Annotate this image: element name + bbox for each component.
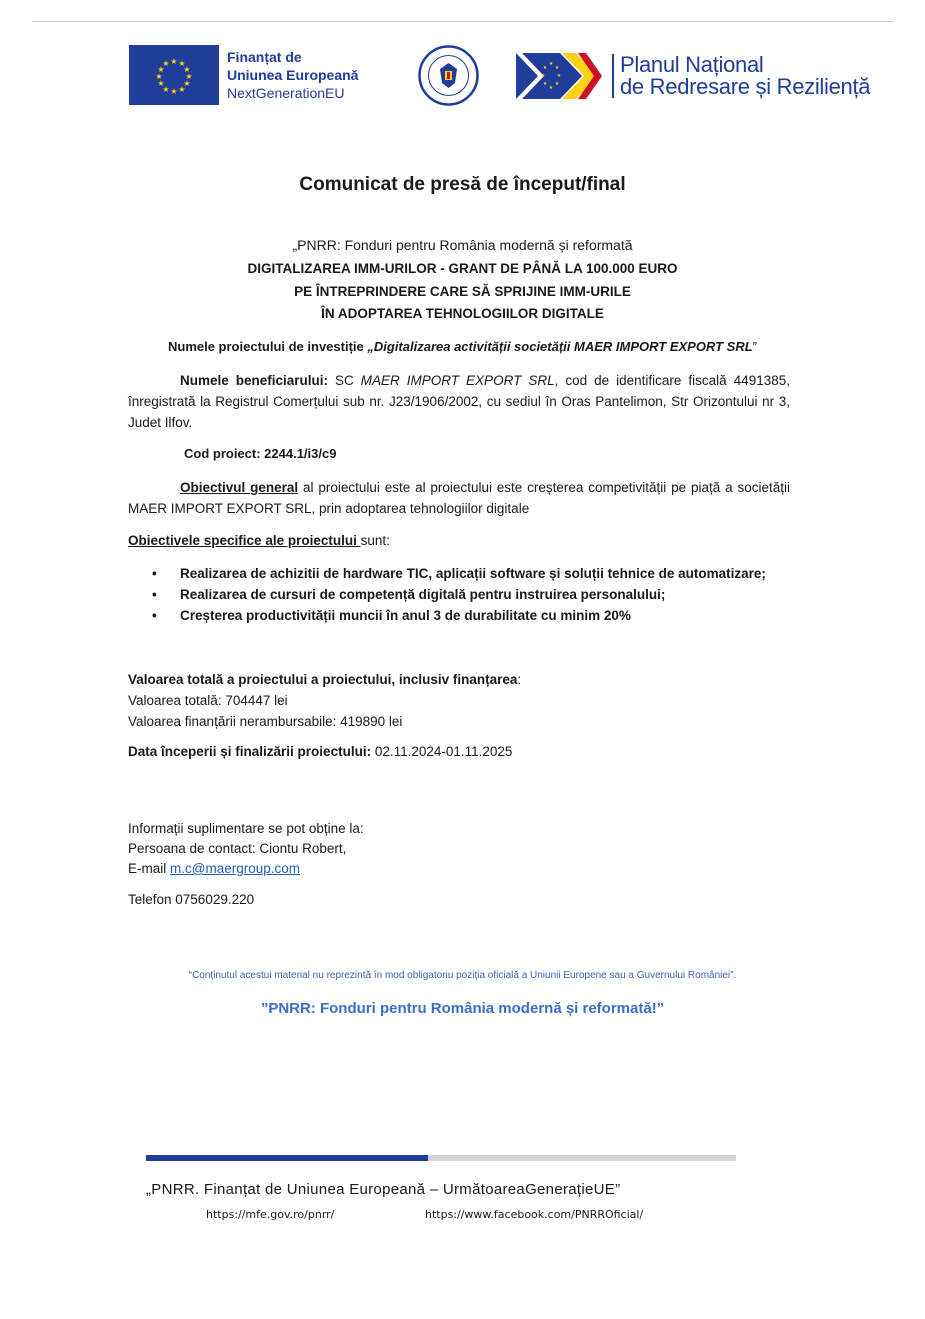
pnrr-logo bbox=[516, 50, 896, 102]
slogan: ”PNRR: Fonduri pentru România modernă și reformată!” bbox=[260, 1000, 665, 1017]
phone-number: Telefon 0756029.220 bbox=[128, 892, 255, 907]
beneficiary-label: Numele beneficiarului: bbox=[180, 373, 329, 388]
svg-text:★: ★ bbox=[170, 57, 178, 66]
list-item: • Realizarea de cursuri de competență digitală pentru instruirea personalului; bbox=[152, 585, 790, 605]
eu-flag-icon bbox=[129, 45, 219, 105]
eu-logo-line2: Uniunea Europeană bbox=[227, 67, 359, 83]
project-name-close: ” bbox=[752, 339, 757, 354]
project-dates bbox=[128, 744, 512, 759]
beneficiary-paragraph bbox=[128, 370, 790, 433]
project-dates-value: 02.11.2024-01.11.2025 bbox=[371, 744, 513, 759]
footer-link-mfe[interactable]: https://mfe.gov.ro/pnrr/ bbox=[206, 1208, 335, 1221]
eu-logo-line1: Finanțat de bbox=[227, 49, 302, 65]
specific-objectives-suffix: sunt: bbox=[360, 533, 390, 548]
svg-text:★: ★ bbox=[185, 72, 193, 81]
svg-text:★: ★ bbox=[157, 65, 165, 74]
project-dates-label: Data începerii și finalizării proiectului: bbox=[128, 744, 372, 759]
list-item: • Creșterea productivității muncii în anul 3 de durabilitate cu minim 20% bbox=[152, 606, 790, 626]
project-value-colon: : bbox=[517, 672, 522, 687]
subtitle: „PNRR: Fonduri pentru România modernă și reformată bbox=[292, 237, 633, 253]
page-title: Comunicat de presă de început/final bbox=[299, 174, 626, 195]
pnrr-logo-line1: Planul Național bbox=[620, 52, 764, 77]
general-objective-paragraph bbox=[128, 477, 790, 519]
svg-text:★: ★ bbox=[170, 87, 178, 96]
svg-text:★: ★ bbox=[548, 85, 554, 91]
grant-value: Valoarea finanțării nerambursabile: 419890 lei bbox=[128, 714, 403, 729]
svg-text:★: ★ bbox=[183, 79, 191, 88]
caps-heading-line2: PE ÎNTREPRINDERE CARE SĂ SPRIJINE IMM-URILE bbox=[294, 284, 631, 299]
caps-heading-line3: ÎN ADOPTAREA TEHNOLOGIILOR DIGITALE bbox=[321, 306, 604, 321]
svg-text:★: ★ bbox=[162, 59, 170, 68]
contact-person: Persoana de contact: Ciontu Robert, bbox=[128, 841, 347, 856]
total-value: Valoarea totală: 704447 lei bbox=[128, 693, 288, 708]
email-label: E-mail bbox=[128, 861, 171, 876]
svg-text:★: ★ bbox=[554, 65, 560, 71]
specific-objectives-heading bbox=[128, 533, 390, 548]
top-divider bbox=[32, 21, 893, 22]
project-name-label: Numele proiectului de investiție bbox=[167, 339, 368, 354]
svg-text:★: ★ bbox=[157, 79, 165, 88]
eu-funding-logo bbox=[129, 44, 369, 106]
project-name bbox=[0, 339, 925, 354]
svg-text:★: ★ bbox=[162, 85, 170, 94]
svg-text:★: ★ bbox=[554, 81, 560, 87]
svg-text:★: ★ bbox=[542, 81, 548, 87]
svg-text:★: ★ bbox=[540, 73, 546, 79]
contact-info-line1: Informații suplimentare se pot obține la: bbox=[128, 821, 364, 836]
project-name-value: „Digitalizarea activității societății MAER IMPORT EXPORT SRL bbox=[367, 339, 753, 354]
general-objective-label: Obiectivul general bbox=[180, 480, 299, 495]
specific-objectives-list bbox=[152, 564, 790, 627]
guvernul-romaniei-seal-icon bbox=[418, 45, 479, 106]
caps-heading-line1: DIGITALIZAREA IMM-URILOR - GRANT DE PÂNĂ LA 100.000 EURO bbox=[247, 261, 678, 276]
list-item: • Realizarea de achizitii de hardware TIC, aplicații software și soluții tehnice de automatizare; bbox=[152, 564, 790, 584]
svg-text:★: ★ bbox=[556, 73, 562, 79]
svg-text:★: ★ bbox=[542, 65, 548, 71]
svg-text:★: ★ bbox=[178, 59, 186, 68]
project-value-label: Valoarea totală a proiectului a proiectului, inclusiv finanțarea bbox=[128, 672, 518, 687]
disclaimer: “Conținutul acestui material nu reprezintă în mod obligatoriu poziția oficială a Uniunii Europene sau a Guvernului României”. bbox=[188, 970, 737, 981]
svg-text:★: ★ bbox=[183, 65, 191, 74]
contact-info bbox=[128, 819, 364, 879]
footer-divider-bar bbox=[146, 1155, 736, 1161]
eu-logo-line3: NextGenerationEU bbox=[227, 85, 345, 101]
beneficiary-pre: SC bbox=[328, 373, 361, 388]
beneficiary-details: , cod de identificare fiscală 4491385, înregistrată la Registrul Comerțului sub nr. J23/1906/2002, cu sediul în Oras Pantelimon, Str Orizontului nr 3, Judet Ilfov. bbox=[128, 373, 790, 430]
project-value-section bbox=[128, 669, 521, 732]
beneficiary-name: MAER IMPORT EXPORT SRL bbox=[360, 373, 555, 388]
footer-link-facebook[interactable]: https://www.facebook.com/PNRROficial/ bbox=[425, 1208, 644, 1221]
project-code: Cod proiect: 2244.1/i3/c9 bbox=[184, 446, 337, 461]
general-objective-text: al proiectului este al proiectului este creșterea competivității pe piață a societății MAER IMPORT EXPORT SRL, prin adoptarea tehnologiilor digitale bbox=[128, 480, 791, 516]
svg-text:★: ★ bbox=[155, 72, 163, 81]
specific-objectives-label: Obiectivele specifice ale proiectului bbox=[128, 533, 361, 548]
pnrr-arrows-icon bbox=[516, 51, 602, 101]
svg-text:★: ★ bbox=[548, 61, 554, 67]
pnrr-logo-line2: de Redresare și Reziliență bbox=[620, 74, 871, 99]
svg-text:★: ★ bbox=[178, 85, 186, 94]
footer-title: „PNRR. Finanțat de Uniunea Europeană – UrmătoareaGenerațieUE” bbox=[146, 1181, 621, 1198]
email-link[interactable]: m.c@maergroup.com bbox=[170, 861, 301, 876]
